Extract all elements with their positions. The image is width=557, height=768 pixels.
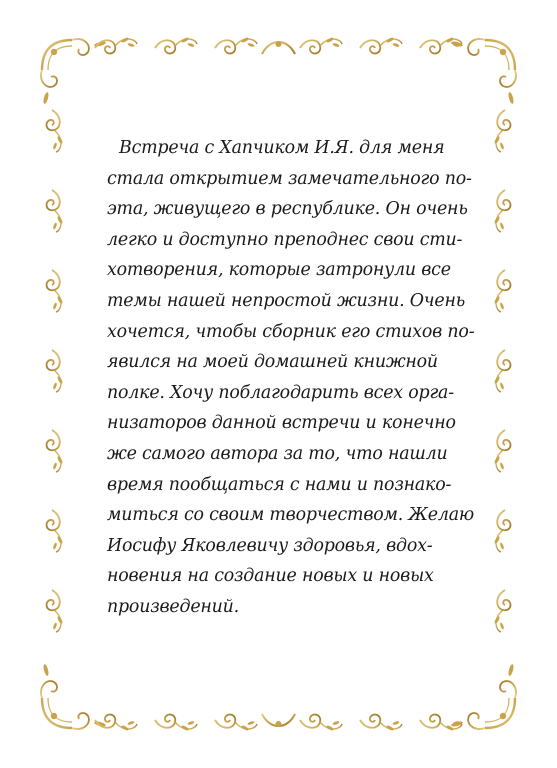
text-line: явился на моей домашней книжной	[107, 352, 438, 373]
text-line: низаторов данной встречи и конечно	[107, 413, 456, 434]
frame-left-ornament	[47, 110, 64, 632]
frame-corner-bottom-right	[451, 664, 516, 729]
text-line: стала открытием замечательного по-	[107, 168, 472, 189]
text-line: произведений.	[107, 596, 239, 617]
text-line: полке. Хочу поблагодарить всех орга-	[107, 382, 454, 403]
text-line: же самого автора за то, что нашли	[107, 443, 448, 464]
frame-right-ornament	[494, 110, 511, 632]
letter-text	[107, 133, 479, 623]
frame-corner-top-right	[451, 39, 516, 104]
frame-bottom-ornament	[95, 714, 462, 731]
text-line: новения на создание новых и новых	[107, 566, 434, 587]
text-line: эта, живущего в республике. Он очень	[107, 199, 468, 220]
text-line: Встреча с Хапчиком И.Я. для меня	[119, 138, 445, 158]
frame-top-ornament	[95, 37, 462, 54]
text-line: время пообщаться с нами и познако-	[107, 474, 452, 495]
text-line: хочется, чтобы сборник его стихов по-	[107, 321, 475, 342]
text-line: темы нашей непростой жизни. Очень	[107, 290, 466, 311]
frame-corner-top-left	[41, 39, 106, 104]
text-line: легко и доступно преподнес свои сти-	[107, 229, 463, 250]
text-line: Иосифу Яковлевичу здоровья, вдох-	[107, 535, 433, 556]
text-line: миться со своим творчеством. Желаю	[107, 505, 474, 526]
text-line: хотворения, которые затронули все	[107, 260, 451, 281]
frame-corner-bottom-left	[41, 664, 106, 729]
